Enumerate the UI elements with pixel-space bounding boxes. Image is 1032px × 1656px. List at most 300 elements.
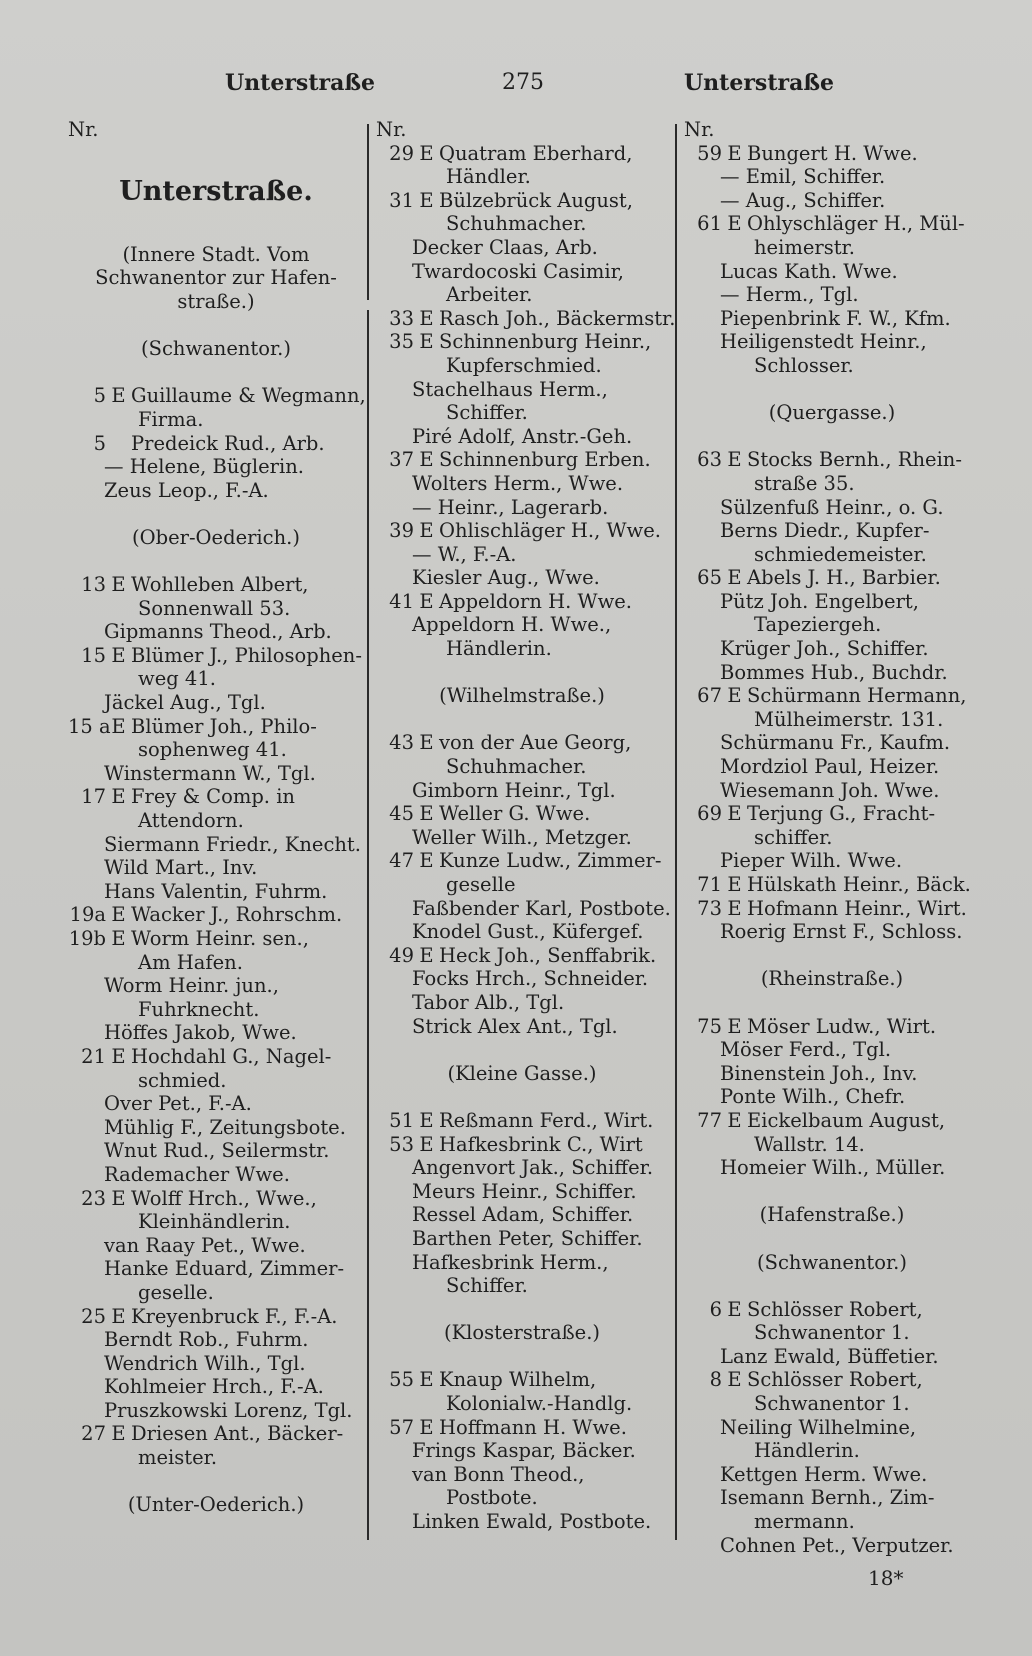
house-entry [684,142,980,166]
resident-text: Attendorn. [138,809,244,833]
house-number: 25 [81,1304,106,1328]
nr-label: Nr. [376,118,407,141]
house-entry [376,1133,668,1157]
resident-text: Wiesemann Joh. Wwe. [720,778,940,802]
resident-line [376,472,668,496]
house-entry [68,785,364,809]
resident-line [376,1227,668,1251]
resident-text: Kunze Ludw., Zimmer- [439,849,662,873]
resident-line [684,590,980,614]
resident-text: Bommes Hub., Buchdr. [720,660,948,684]
house-entry [376,1368,668,1392]
house-entry [68,644,364,668]
resident-text: Stocks Bernh., Rhein- [747,448,962,472]
house-entry [376,1109,668,1133]
resident-text: Kreyenbruck F., F.-A. [131,1304,338,1328]
house-entry [376,802,668,826]
house-entry [376,1416,668,1440]
house-number: 29 [389,141,414,165]
resident-line [684,1463,980,1487]
continuation-line [376,354,668,378]
column-heading-nr [376,118,668,142]
resident-text: Angenvort Jak., Schiffer. [412,1156,654,1180]
owner-mark: E [727,1297,742,1321]
house-number: 6 [709,1297,722,1321]
resident-text: schmied. [138,1068,227,1092]
resident-text: Binenstein Joh., Inv. [720,1061,918,1085]
owner-mark: E [727,448,742,472]
spacer [684,1227,980,1251]
resident-text: Mühlig F., Zeitungsbote. [104,1115,346,1139]
resident-text: meister. [138,1446,218,1470]
house-number: 15 a [68,714,111,738]
house-entry [68,1187,364,1211]
continuation-line [684,1321,980,1345]
resident-text: Stachelhaus Herm., [412,377,608,401]
section-heading-text: (Kleine Gasse.) [447,1061,597,1085]
house-number: 53 [389,1132,414,1156]
spacer [684,378,980,402]
resident-text: Jäckel Aug., Tgl. [104,691,266,715]
house-entry [68,573,364,597]
resident-text: Kleinhändlerin. [138,1210,291,1234]
owner-mark: E [111,1304,126,1328]
resident-line [376,826,668,850]
owner-mark: E [419,519,434,543]
resident-text: Hans Valentin, Fuhrm. [104,879,328,903]
resident-text: geselle. [138,1280,214,1304]
section-heading-text: Schwanentor zur Hafen- [95,266,337,290]
resident-line [376,1439,668,1463]
continuation-line [376,212,668,236]
continuation-line [684,354,980,378]
continuation-line [376,873,668,897]
house-number: 5 [93,384,106,408]
resident-line [68,762,364,786]
section-heading-text: straße.) [177,289,255,313]
spacer [684,1180,980,1204]
section-heading [68,337,364,361]
owner-mark: E [727,896,742,920]
resident-line [684,920,980,944]
resident-line [684,283,980,307]
resident-line [376,425,668,449]
column-3 [684,118,980,1557]
owner-mark: E [419,141,434,165]
resident-line [68,856,364,880]
house-entry [68,1045,364,1069]
spacer [68,361,364,385]
resident-line [684,330,980,354]
house-entry [376,849,668,873]
resident-line [376,1510,668,1534]
resident-text: van Raay Pet., Wwe. [104,1233,306,1257]
owner-mark: E [419,802,434,826]
resident-text: Ohlischläger H., Wwe. [439,519,661,543]
house-number: 59 [697,141,722,165]
resident-text: — Herm., Tgl. [720,283,859,307]
section-heading-text: (Ober-Oederich.) [132,525,300,549]
resident-text: Möser Ferd., Tgl. [720,1038,892,1062]
column-2 [376,118,676,1534]
resident-text: Knaup Wilhelm, [439,1368,597,1392]
house-entry [68,903,364,927]
owner-mark: E [727,1108,742,1132]
resident-line [684,1062,980,1086]
continuation-line [684,1510,980,1534]
owner-mark: E [727,802,742,826]
column-divider [367,310,369,1540]
section-heading-text: (Quergasse.) [768,401,896,425]
resident-line [684,637,980,661]
house-number: 57 [389,1415,414,1439]
resident-text: Krüger Joh., Schiffer. [720,637,929,661]
section-heading [68,1493,364,1517]
resident-line [684,849,980,873]
continuation-line [376,637,668,661]
column-heading-nr [68,118,364,142]
resident-text: Bülzebrück August, [439,188,633,212]
resident-text: Schlösser Robert, [747,1297,923,1321]
spacer [376,661,668,685]
resident-text: Berndt Rob., Fuhrm. [104,1328,309,1352]
resident-text: mermann. [754,1510,855,1534]
continuation-line [684,613,980,637]
continuation-line [684,1133,980,1157]
resident-line [68,1116,364,1140]
resident-line [376,1180,668,1204]
house-entry [376,189,668,213]
spacer [68,550,364,574]
resident-text: Wnut Rud., Seilermstr. [104,1139,330,1163]
resident-text: Kiesler Aug., Wwe. [412,566,600,590]
section-heading-text: (Schwanentor.) [757,1250,907,1274]
house-entry [376,731,668,755]
owner-mark: E [111,1044,126,1068]
owner-mark: E [111,1422,126,1446]
resident-text: Ressel Adam, Schiffer. [412,1203,634,1227]
resident-line [68,1234,364,1258]
section-heading-text: (Rheinstraße.) [760,967,904,991]
resident-line [68,1092,364,1116]
resident-text: Tabor Alb., Tgl. [412,990,565,1014]
resident-text: Hofmann Heinr., Wirt. [747,896,967,920]
resident-line [684,1486,980,1510]
resident-text: Blümer Joh., Philo- [131,714,317,738]
resident-text: Fuhrknecht. [138,997,260,1021]
house-number: 27 [81,1422,106,1446]
resident-text: Schinnenburg Heinr., [439,330,652,354]
house-number: 51 [389,1108,414,1132]
owner-mark: E [111,1186,126,1210]
resident-text: Händlerin. [754,1439,860,1463]
house-number: 19a [69,903,106,927]
resident-text: Predeick Rud., Arb. [131,431,325,455]
resident-text: Cohnen Pet., Verputzer. [720,1533,954,1557]
resident-text: Wallstr. 14. [754,1132,865,1156]
owner-mark: E [419,1415,434,1439]
house-entry [376,142,668,166]
resident-text: Sonnenwall 53. [138,596,291,620]
owner-mark: E [727,141,742,165]
owner-mark: E [419,589,434,613]
resident-line [376,1156,668,1180]
owner-mark: E [111,927,126,950]
house-entry [376,590,668,614]
house-entry [376,944,668,968]
resident-text: Hanke Eduard, Zimmer- [104,1257,345,1281]
resident-text: schiffer. [754,825,833,849]
owner-mark: E [111,714,126,738]
resident-text: Schlosser. [754,353,854,377]
resident-text: Ohlyschläger H., Mül- [747,212,965,236]
resident-text: Berns Diedr., Kupfer- [720,519,930,543]
running-header-left: Unterstraße [225,70,376,96]
resident-line [376,1251,668,1275]
owner-mark: E [419,188,434,212]
resident-line [68,1163,364,1187]
continuation-line [376,283,668,307]
resident-text: Wild Mart., Inv. [104,856,258,880]
continuation-line [68,597,364,621]
house-number: 5 [93,431,106,455]
resident-line [68,1139,364,1163]
house-entry [684,897,980,921]
resident-text: van Bonn Theod., [412,1462,585,1486]
resident-line [376,920,668,944]
house-number: 33 [389,306,414,330]
resident-text: Zeus Leop., F.-A. [104,478,269,502]
continuation-line [684,472,980,496]
resident-text: Kupferschmied. [446,353,602,377]
house-number: 47 [389,849,414,873]
house-number: 13 [81,573,106,597]
street-title [68,165,364,219]
continuation-line [684,708,980,732]
resident-text: sophenweg 41. [138,738,287,762]
resident-text: Abels J. H., Barbier. [747,566,941,590]
resident-text: weg 41. [138,667,216,691]
continuation-line [684,826,980,850]
resident-text: Isemann Bernh., Zim- [720,1486,935,1510]
owner-mark: E [419,849,434,873]
resident-text: — Emil, Schiffer. [720,165,886,189]
resident-text: Driesen Ant., Bäcker- [131,1422,344,1446]
section-heading [376,1062,668,1086]
resident-text: Strick Alex Ant., Tgl. [412,1014,618,1038]
owner-mark: E [419,306,434,330]
resident-text: Schuhmacher. [446,212,587,236]
continuation-line [68,1446,364,1470]
resident-text: Ponte Wilh., Chefr. [720,1085,906,1109]
resident-line [684,496,980,520]
resident-text: Händlerin. [446,637,552,661]
spacer [684,425,980,449]
resident-text: Wendrich Wilh., Tgl. [104,1351,306,1375]
house-number: 15 [81,643,106,667]
owner-mark: E [419,731,434,755]
resident-line [376,896,671,921]
continuation-line [68,1069,364,1093]
spacer [68,1470,364,1494]
running-header-right: Unterstraße [684,70,835,96]
resident-text: Möser Ludw., Wirt. [747,1014,937,1038]
section-heading [68,266,364,290]
resident-text: Knodel Gust., Küfergef. [412,920,644,944]
house-number: 75 [697,1014,722,1038]
continuation-line [68,1281,364,1305]
resident-text: Frey & Comp. in [131,785,295,809]
house-number: 31 [389,188,414,212]
resident-text: Schuhmacher. [446,755,587,779]
section-heading [684,1203,980,1227]
resident-line [376,779,668,803]
resident-text: Lanz Ewald, Büffetier. [720,1344,939,1368]
resident-line [376,991,668,1015]
resident-line [68,1328,364,1352]
house-entry [68,715,364,739]
continuation-line [68,1210,364,1234]
resident-text: Schiffer. [446,1274,528,1298]
resident-text: Lucas Kath. Wwe. [720,259,898,283]
resident-line [376,260,668,284]
spacer [684,944,980,968]
house-number: 37 [389,448,414,472]
house-entry [684,212,980,236]
resident-text: Heck Joh., Senffabrik. [439,943,657,967]
resident-line [684,1534,980,1558]
resident-line [68,1352,364,1376]
resident-text: Gipmanns Theod., Arb. [104,620,332,644]
column-1 [68,118,364,1517]
resident-text: Arbeiter. [446,283,533,307]
owner-mark: E [419,1132,434,1156]
continuation-line [68,998,364,1022]
owner-mark: E [419,1368,434,1392]
column-divider [367,124,369,300]
resident-text: straße 35. [754,471,855,495]
house-number: 61 [697,212,722,236]
spacer [376,708,668,732]
resident-line [376,543,668,567]
resident-text: Sülzenfuß Heinr., o. G. [720,495,944,519]
house-number: 77 [697,1108,722,1132]
owner-mark: E [419,943,434,967]
resident-text: Mülheimerstr. 131. [754,707,944,731]
section-heading [376,1321,668,1345]
resident-line [684,755,980,779]
resident-text: schmiedemeister. [754,542,927,566]
house-entry [68,1305,364,1329]
resident-text: Hafkesbrink Herm., [412,1250,609,1274]
house-number: 71 [697,873,722,896]
resident-line [684,260,980,284]
resident-text: Appeldorn H. Wwe., [412,613,612,637]
house-entry [684,566,980,590]
resident-text: Wohlleben Albert, [131,573,309,597]
resident-text: Frings Kaspar, Bäcker. [412,1439,636,1463]
spacer [376,1298,668,1322]
section-heading [376,684,668,708]
resident-text: Blümer J., Philosophen- [131,643,362,667]
resident-text: Rasch Joh., Bäckermstr. [439,306,676,330]
resident-line [684,307,980,331]
continuation-line [376,755,668,779]
owner-mark: E [727,212,742,236]
resident-text: Schwanentor 1. [754,1321,910,1345]
section-heading [68,243,364,267]
house-entry [68,927,364,951]
resident-line [684,165,980,189]
section-heading-text: (Hafenstraße.) [759,1203,905,1227]
page-number: 275 [502,70,544,95]
continuation-line [376,1274,668,1298]
resident-text: Pieper Wilh. Wwe. [720,849,903,873]
house-entry [684,1015,980,1039]
resident-text: von der Aue Georg, [439,731,632,755]
house-entry [376,519,668,543]
house-number: 23 [81,1186,106,1210]
continuation-line [68,667,364,691]
house-entry [376,448,668,472]
resident-text: Weller G. Wwe. [439,802,591,826]
house-number: 65 [697,566,722,590]
house-entry [68,384,364,408]
owner-mark: E [419,448,434,472]
resident-text: Weller Wilh., Metzger. [412,825,632,849]
resident-text: Am Hafen. [138,950,243,974]
resident-text: Worm Heinr. jun., [104,974,279,998]
resident-line [68,455,364,479]
spacer [376,1038,668,1062]
resident-text: Barthen Peter, Schiffer. [412,1226,643,1250]
house-number: 55 [389,1368,414,1392]
resident-text: Kohlmeier Hrch., F.-A. [104,1375,324,1399]
resident-text: Höffes Jakob, Wwe. [104,1021,297,1045]
resident-text: Schürmanu Fr., Kaufm. [720,731,951,755]
house-number: 17 [81,785,106,809]
resident-text: Roerig Ernst F., Schloss. [720,920,963,944]
house-number: 49 [389,943,414,967]
column-divider [675,124,677,1540]
resident-line [68,1375,364,1399]
resident-line [68,620,364,644]
resident-text: Worm Heinr. sen., [131,927,309,950]
resident-text: Pütz Joh. Engelbert, [720,589,919,613]
continuation-line [68,951,364,975]
continuation-line [376,165,668,189]
spacer [684,1274,980,1298]
house-entry [684,684,980,708]
owner-mark: E [111,903,126,927]
resident-line [376,496,668,520]
house-entry [684,448,980,472]
section-heading [68,526,364,550]
resident-text: Wacker J., Rohrschm. [131,903,343,927]
house-entry [68,432,364,456]
resident-line [68,1257,364,1281]
resident-text: Guillaume & Wegmann, [131,384,366,408]
section-heading-text: (Innere Stadt. Vom [122,242,310,266]
house-entry [376,330,668,354]
resident-text: Homeier Wilh., Müller. [720,1156,946,1180]
resident-text: Reßmann Ferd., Wirt. [439,1108,654,1132]
house-number: 67 [697,684,722,708]
continuation-line [684,1392,980,1416]
house-number: 8 [709,1368,722,1392]
continuation-line [684,543,980,567]
continuation-line [376,1486,668,1510]
